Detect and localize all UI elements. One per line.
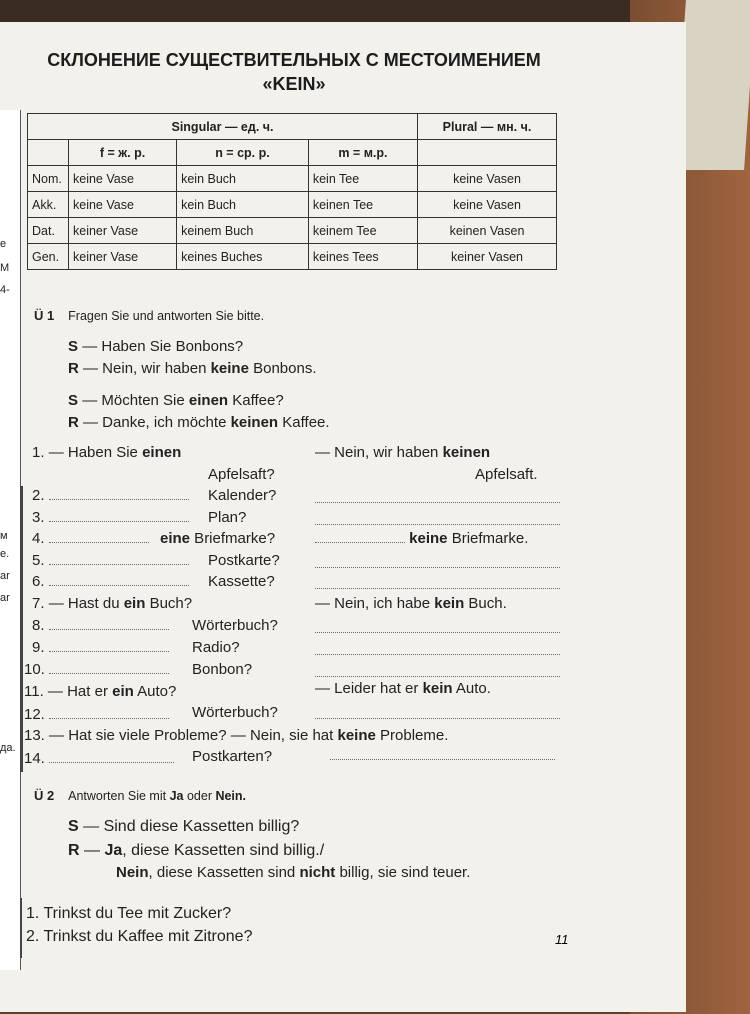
gender-header-n: n = ср. р. [177,140,309,166]
noun: Wörterbuch? [192,704,278,721]
noun: Wörterbuch? [192,617,278,634]
cell-n: kein Buch [177,192,309,218]
gender-header-m: m = м.р. [308,140,417,166]
cell-m: keinem Tee [308,218,417,244]
answer: — Leider hat er kein Auto. [315,680,491,697]
page-title [24,48,564,96]
list-item: 5. [32,552,189,569]
margin-rule [20,486,23,772]
cell-m: kein Tee [308,166,417,192]
noun: Bonbon? [192,661,253,678]
noun: Kalender? [208,487,277,504]
exercise-mark: Ü 2 [34,788,55,803]
edge-fragment: да. [0,742,16,754]
question: 1. Trinkst du Tee mit Zucker? [26,905,232,922]
list-item: 7. — Hast du ein Buch? [32,595,193,612]
list-item: 3. [32,509,189,526]
cell-f: keine Vase [69,192,177,218]
answer-blank[interactable] [315,706,560,719]
list-item: 11. — Hat er ein Auto? [24,683,177,700]
singular-header: Singular — ед. ч. [28,114,418,140]
answer-blank[interactable] [315,664,560,677]
case-label: Nom. [28,166,69,192]
edge-fragment: м [0,530,8,542]
list-item: 14. [24,750,174,767]
cell-pl: keine Vasen [418,166,557,192]
answer-blank[interactable] [315,576,560,589]
list-item: 1. — Haben Sie einen [32,444,182,461]
cell-f: keiner Vase [69,244,177,270]
answer-blank[interactable] [330,747,555,760]
noun: Radio? [192,639,240,656]
table-row [28,244,557,270]
dialog-line: S — Möchten Sie einen Kaffee? [68,392,284,409]
dialog-line: S — Haben Sie Bonbons? [68,338,244,355]
cell-n: kein Buch [177,166,309,192]
cell-m: keines Tees [308,244,417,270]
list-item: 10. [24,661,169,678]
declension-table [27,113,557,270]
cell-pl: keine Vasen [418,192,557,218]
cell-f: keiner Vase [69,218,177,244]
noun: Kassette? [208,573,275,590]
answer: — Nein, ich habe kein Buch. [315,595,507,612]
answer: — Nein, wir haben keinen [315,444,491,461]
case-label: Gen. [28,244,69,270]
dialog-line: S — Sind diese Kassetten billig? [68,818,300,835]
answer-blank[interactable] [315,620,560,633]
list-item: 4. [32,530,149,547]
list-item: 6. [32,573,189,590]
noun: Postkarte? [208,552,280,569]
dialog-line: R — Nein, wir haben keine Bonbons. [68,360,317,377]
list-item: 9. [32,639,169,656]
cell-pl: keinen Vasen [418,218,557,244]
exercise-instruction: Fragen Sie und antworten Sie bitte. [68,309,265,323]
gender-header-f: f = ж. р. [69,140,177,166]
exercise-mark: Ü 1 [34,308,55,323]
margin-rule [20,898,22,958]
cell-m: keinen Tee [308,192,417,218]
cell-f: keine Vase [69,166,177,192]
answer-blank[interactable] [315,642,560,655]
table-row [28,218,557,244]
edge-fragment: e [0,238,7,250]
question: 2. Trinkst du Kaffee mit Zitrone? [26,928,253,945]
noun: Plan? [208,509,247,526]
edge-fragment: ar [0,570,10,582]
dialog-line: R — Danke, ich möchte keinen Kaffee. [68,414,330,431]
table-row [28,192,557,218]
answer: Apfelsaft. [475,466,538,483]
edge-fragment: ar [0,592,10,604]
case-label: Akk. [28,192,69,218]
noun: Postkarten? [192,748,273,765]
list-item: 12. [24,706,169,723]
empty-cell [28,140,69,166]
page-number: 11 [555,932,569,947]
dialog-line: Nein, diese Kassetten sind nicht billig, sie sind teuer. [116,864,471,881]
edge-fragment: M [0,262,10,274]
cell-n: keinem Buch [177,218,309,244]
answer-blank[interactable] [315,512,560,525]
table-row [28,166,557,192]
noun: eine Briefmarke? [160,530,276,547]
exercise-2-header: Ü 2 Antworten Sie mit Ja oder Nein. [34,788,247,803]
cell-pl: keiner Vasen [418,244,557,270]
answer: keine Briefmarke. [315,530,528,547]
cell-n: keines Buches [177,244,309,270]
list-item: 13. — Hat sie viele Probleme? — Nein, sie hat keine Probleme. [24,727,449,744]
title-line-1: СКЛОНЕНИЕ СУЩЕСТВИТЕЛЬНЫХ С МЕСТОИМЕНИЕМ [47,50,541,70]
plural-header: Plural — мн. ч. [418,114,557,140]
exercise-1-header [34,308,264,323]
dialog-line: R — Ja, diese Kassetten sind billig./ [68,842,325,859]
list-item: 2. [32,487,189,504]
empty-cell [418,140,557,166]
title-line-2: «KEIN» [262,74,326,94]
answer-blank[interactable] [315,555,560,568]
edge-fragment: е. [0,548,10,560]
edge-fragment: 4- [0,284,10,296]
answer-blank[interactable] [315,490,560,503]
noun: Apfelsaft? [208,466,275,483]
case-label: Dat. [28,218,69,244]
list-item: 8. [32,617,169,634]
